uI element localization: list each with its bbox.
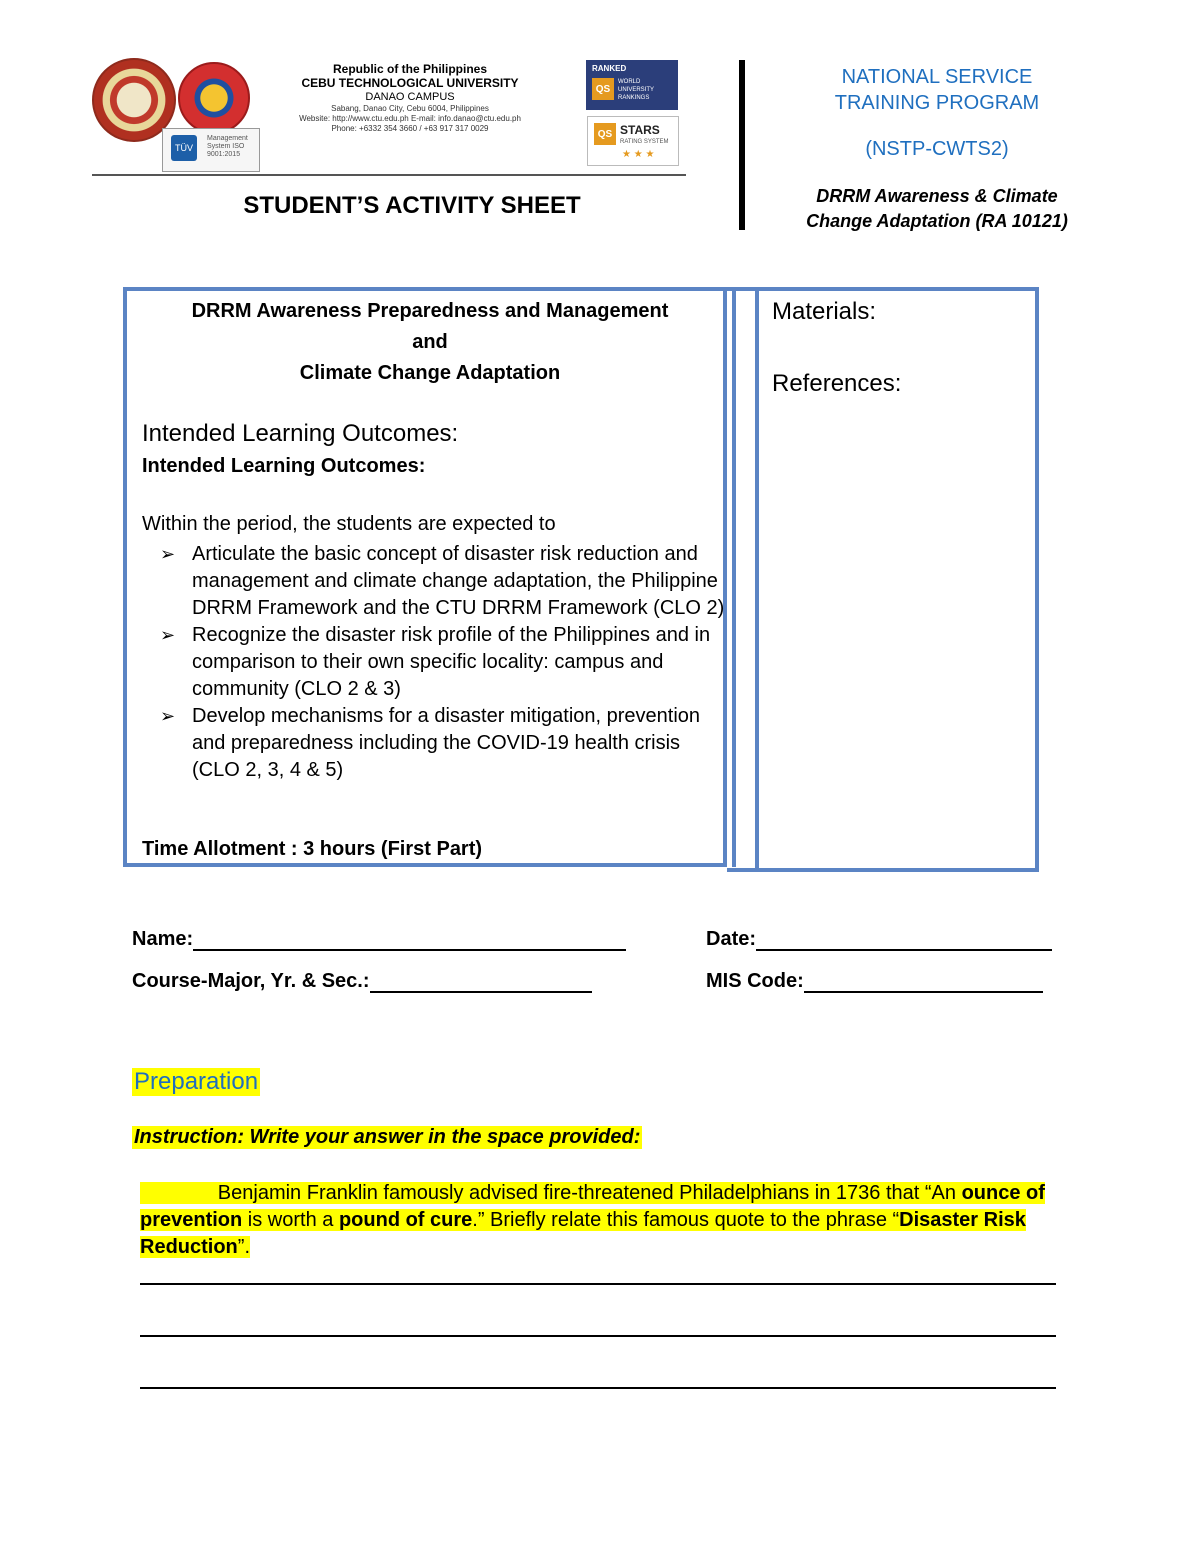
outcomes-list	[160, 541, 725, 784]
outcome-text: Develop mechanisms for a disaster mitigation, prevention and preparedness including the COVID-19 health crisis (CLO 2, 3, 4 & 5)	[192, 705, 701, 781]
prompt-indent	[140, 1182, 218, 1204]
outcomes-intro: Within the period, the students are expected to	[142, 513, 556, 535]
qs-stars-sub: RATING SYSTEM	[620, 139, 669, 145]
qs-rank-label: RANKED	[592, 64, 627, 73]
instruction-text: Instruction: Write your answer in the space provided:	[134, 1126, 641, 1148]
course-field	[132, 970, 592, 993]
tuv-text: Management System ISO 9001:2015	[207, 135, 248, 158]
mis-code-label: MIS Code:	[706, 970, 804, 992]
qs-stars-label: STARS	[620, 123, 660, 137]
qs-ranking-badge	[586, 60, 678, 110]
outcome-text: Recognize the disaster risk profile of the Philippines and in comparison to their own specific locality: campus and community (CLO 2 & 3)	[192, 624, 711, 700]
prompt-text-1: Benjamin Franklin famously advised fire-threatened Philadelphians in 1736 that “An	[217, 1182, 962, 1204]
prompt-text-2: is worth a	[242, 1209, 339, 1231]
header-divider	[92, 174, 686, 176]
lesson-title-line2: and	[412, 331, 448, 353]
ilo-heading: Intended Learning Outcomes:	[142, 420, 459, 447]
program-code: (NSTP-CWTS2)	[865, 138, 1009, 160]
mis-code-input-line[interactable]	[804, 971, 1043, 993]
university-name: CEBU TECHNOLOGICAL UNIVERSITY	[301, 76, 519, 90]
phone-text: Phone: +6332 354 3660 / +63 917 317 0029	[331, 124, 489, 133]
university-header	[260, 62, 560, 134]
star-icon: ★ ★ ★	[622, 149, 655, 160]
prompt-bold-1: ounce of prevention	[140, 1182, 1045, 1231]
list-item	[160, 541, 725, 622]
date-label: Date:	[706, 928, 757, 950]
tuv-mark: TÜV	[171, 135, 197, 161]
republic-text: Republic of the Philippines	[332, 62, 487, 76]
name-label: Name:	[132, 928, 194, 950]
name-input-line[interactable]	[193, 929, 626, 951]
references-label: References:	[772, 370, 902, 397]
outcome-text: Articulate the basic concept of disaster risk reduction and management and climate change adaptation, the Philippine DRRM Framework and the CTU DRRM Framework (CLO 2)	[192, 543, 725, 619]
lesson-title	[140, 296, 720, 389]
prompt-bold-2: pound of cure	[338, 1209, 473, 1231]
campus-name: DANAO CAMPUS	[365, 91, 455, 103]
list-item	[160, 703, 725, 784]
arrow-bullet-icon: ➢	[160, 706, 176, 726]
asean-logo	[178, 62, 250, 134]
tuv-certification-logo	[162, 128, 260, 172]
date-input-line[interactable]	[756, 929, 1052, 951]
name-field	[132, 928, 626, 951]
qs-rank-text: WORLD UNIVERSITY RANKINGS	[618, 79, 654, 101]
header-vertical-bar	[739, 60, 745, 230]
topic-line2: Change Adaptation (RA 10121)	[806, 211, 1068, 231]
prompt-text-4: ”.	[237, 1236, 250, 1258]
date-field	[706, 928, 1052, 951]
topic-line1: DRRM Awareness & Climate	[816, 186, 1058, 206]
arrow-bullet-icon: ➢	[160, 544, 176, 564]
lesson-title-line3: Climate Change Adaptation	[299, 362, 561, 384]
mis-code-field	[706, 970, 1043, 993]
preparation-heading: Preparation	[134, 1068, 259, 1095]
ilo-heading-bold: Intended Learning Outcomes:	[142, 455, 426, 477]
answer-line[interactable]	[140, 1283, 1056, 1285]
materials-label: Materials:	[772, 298, 877, 325]
qs-stars-logo-icon: QS	[594, 123, 616, 145]
list-item	[160, 622, 725, 703]
time-allotment: Time Allotment : 3 hours (First Part)	[142, 838, 483, 860]
prompt-bold-3: Disaster Risk Reduction	[140, 1209, 1026, 1258]
answer-line[interactable]	[140, 1335, 1056, 1337]
prompt-paragraph	[140, 1180, 1060, 1261]
course-input-line[interactable]	[370, 971, 592, 993]
program-title	[770, 64, 1104, 116]
box-divider	[732, 287, 736, 867]
website-text: Website: http://www.ctu.edu.ph E-mail: info.danao@ctu.edu.ph	[299, 114, 521, 123]
course-label: Course-Major, Yr. & Sec.:	[132, 970, 370, 992]
arrow-bullet-icon: ➢	[160, 625, 176, 645]
qs-logo-icon: QS	[592, 78, 614, 100]
lesson-title-line1: DRRM Awareness Preparedness and Management	[191, 300, 669, 322]
prompt-text-3: .” Briefly relate this famous quote to the phrase “	[472, 1209, 900, 1231]
answer-line[interactable]	[140, 1387, 1056, 1389]
qs-stars-badge	[587, 116, 679, 166]
page-title: STUDENT’S ACTIVITY SHEET	[243, 192, 581, 219]
program-line1: NATIONAL SERVICE	[841, 66, 1033, 88]
topic-subtitle	[770, 184, 1104, 234]
address-text: Sabang, Danao City, Cebu 6004, Philippines	[331, 104, 489, 113]
program-line2: TRAINING PROGRAM	[834, 92, 1040, 114]
